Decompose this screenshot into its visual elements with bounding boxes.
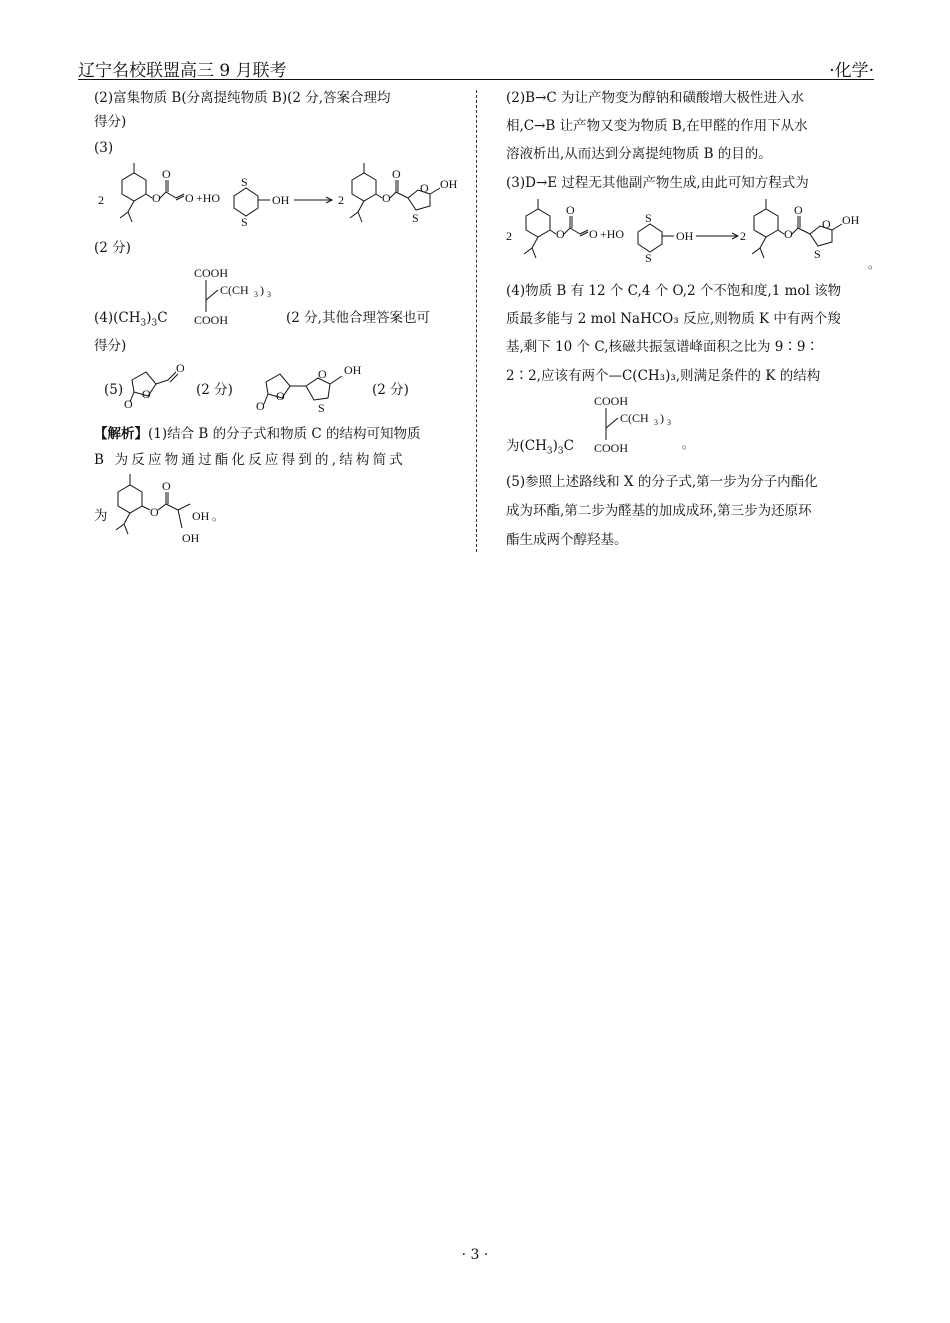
subject-title: ·化学· (829, 61, 874, 81)
explanation-2-line1: (2)B→C 为让产物变为醇钠和磺酸增大极性进入水 (506, 90, 804, 106)
svg-text:OH: OH (676, 229, 694, 243)
svg-text:COOH: COOH (594, 394, 629, 408)
svg-text:O: O (152, 191, 161, 205)
svg-text:O: O (150, 505, 159, 519)
svg-text:。: 。 (212, 509, 225, 523)
svg-text:O: O (176, 361, 185, 375)
svg-text:2: 2 (740, 229, 746, 243)
lactone-aldehyde (124, 361, 196, 411)
svg-text:COOH: COOH (594, 441, 629, 455)
svg-text:OH: OH (192, 509, 210, 523)
answer-2-line1: (2)富集物质 B(分离提纯物质 B)(2 分,答案合理均 (94, 90, 391, 106)
svg-text:。: 。 (868, 257, 881, 271)
svg-text:OH: OH (344, 363, 362, 377)
svg-text:3: 3 (254, 290, 258, 299)
answer-3-score: (2 分) (94, 240, 131, 256)
answer-2-line2: 得分) (94, 114, 127, 130)
svg-text:O: O (420, 181, 429, 195)
page-number: · 3 · (461, 1247, 489, 1263)
svg-text:C(CH: C(CH (220, 283, 249, 297)
dithiane-ring (234, 188, 258, 216)
svg-text:O: O (142, 387, 151, 401)
svg-text:O: O (784, 227, 793, 241)
svg-text:COOH: COOH (194, 313, 229, 327)
svg-text:2: 2 (506, 229, 512, 243)
svg-text:O: O (318, 367, 327, 381)
column-divider (476, 90, 477, 552)
explanation-4-formula: 为$(CH_3)_3C$ (506, 438, 574, 457)
explanation-4-line1: (4)物质 B 有 12 个 C,4 个 O,2 个不饱和度,1 mol 该物 (506, 283, 842, 299)
svg-text:S: S (412, 211, 419, 225)
svg-text:+HO: +HO (196, 191, 221, 205)
header-rule (78, 79, 874, 80)
svg-text:O: O (276, 389, 285, 403)
svg-text:S: S (318, 401, 325, 415)
svg-text:S: S (645, 211, 652, 225)
svg-text:3: 3 (654, 418, 658, 427)
svg-text:。: 。 (682, 437, 695, 451)
explanation-4-line3: 基,剩下 10 个 C,核磁共振氢谱峰面积之比为 9∶9∶ (506, 339, 819, 355)
answer-5-score2: (2 分) (372, 382, 409, 398)
explanation-5-line2: 成为环酯,第二步为醛基的加成成环,第三步为还原环 (506, 503, 812, 519)
explanation-2-line3: 溶液析出,从而达到分离提纯物质 B 的目的。 (506, 146, 772, 162)
svg-text:OH: OH (272, 193, 290, 207)
svg-text:O: O (162, 479, 171, 493)
svg-text:OH: OH (842, 213, 860, 227)
lactone-oxathiolane (254, 360, 384, 414)
svg-text:OH: OH (182, 531, 200, 545)
svg-text:O: O (256, 399, 265, 413)
svg-text:O: O (822, 217, 831, 231)
answer-5-label: (5) (104, 382, 124, 398)
exam-title: 辽宁名校联盟高三 9 月联考 (78, 61, 287, 81)
analysis-line3: 为 (94, 508, 108, 524)
svg-text:O: O (556, 227, 565, 241)
answer-5-score1: (2 分) (196, 382, 233, 398)
explanation-4-line4: 2∶2,应该有两个—C(CH₃)₃,则满足条件的 K 的结构 (506, 368, 821, 384)
svg-text:): ) (660, 411, 664, 425)
svg-text:O: O (392, 167, 401, 181)
explanation-5-line3: 酯生成两个醇羟基。 (506, 532, 628, 548)
page-header (78, 52, 874, 80)
reaction-equation-left (94, 160, 474, 240)
explanation-3-line1: (3)D→E 过程无其他副产物生成,由此可知方程式为 (506, 175, 809, 191)
svg-text:O: O (162, 167, 171, 181)
svg-text:O: O (382, 191, 391, 205)
svg-text:O: O (185, 191, 194, 205)
svg-text:+HO: +HO (600, 227, 625, 241)
answer-4-score: (2 分,其他合理答案也可 (286, 310, 430, 326)
reaction-equation-right (506, 196, 881, 276)
svg-text:C(CH: C(CH (620, 411, 649, 425)
structure-b (110, 470, 250, 550)
analysis-line1: 【解析】(1)结合 B 的分子式和物质 C 的结构可知物质 (94, 426, 421, 442)
svg-text:S: S (814, 247, 821, 261)
svg-text:S: S (241, 175, 248, 189)
explanation-2-line2: 相,C→B 让产物又变为物质 B,在甲醛的作用下从水 (506, 118, 808, 134)
analysis-label: 【解析】 (94, 426, 148, 442)
svg-text:3: 3 (267, 290, 271, 299)
svg-text:O: O (589, 227, 598, 241)
svg-text:COOH: COOH (194, 266, 229, 280)
svg-text:3: 3 (667, 418, 671, 427)
answer-4-formula: $(4)(CH_3)_3C$ (94, 310, 168, 329)
cyclohexane-ring (122, 173, 146, 201)
coef-2: 2 (98, 193, 104, 207)
svg-text:S: S (645, 251, 652, 265)
analysis-line2: B 为反应物通过酯化反应得到的,结构简式 (94, 452, 407, 468)
svg-text:OH: OH (440, 177, 458, 191)
answer-4-line2: 得分) (94, 338, 127, 354)
svg-text:): ) (260, 283, 264, 297)
answer-3-label: (3) (94, 140, 114, 156)
svg-text:O: O (124, 397, 133, 411)
explanation-5-line1: (5)参照上述路线和 X 的分子式,第一步为分子内酯化 (506, 474, 818, 490)
svg-text:S: S (241, 215, 248, 229)
svg-text:O: O (566, 203, 575, 217)
svg-text:O: O (794, 203, 803, 217)
explanation-4-line2: 质最多能与 2 mol NaHCO₃ 反应,则物质 K 中有两个羧 (506, 311, 841, 327)
svg-text:2: 2 (338, 193, 344, 207)
